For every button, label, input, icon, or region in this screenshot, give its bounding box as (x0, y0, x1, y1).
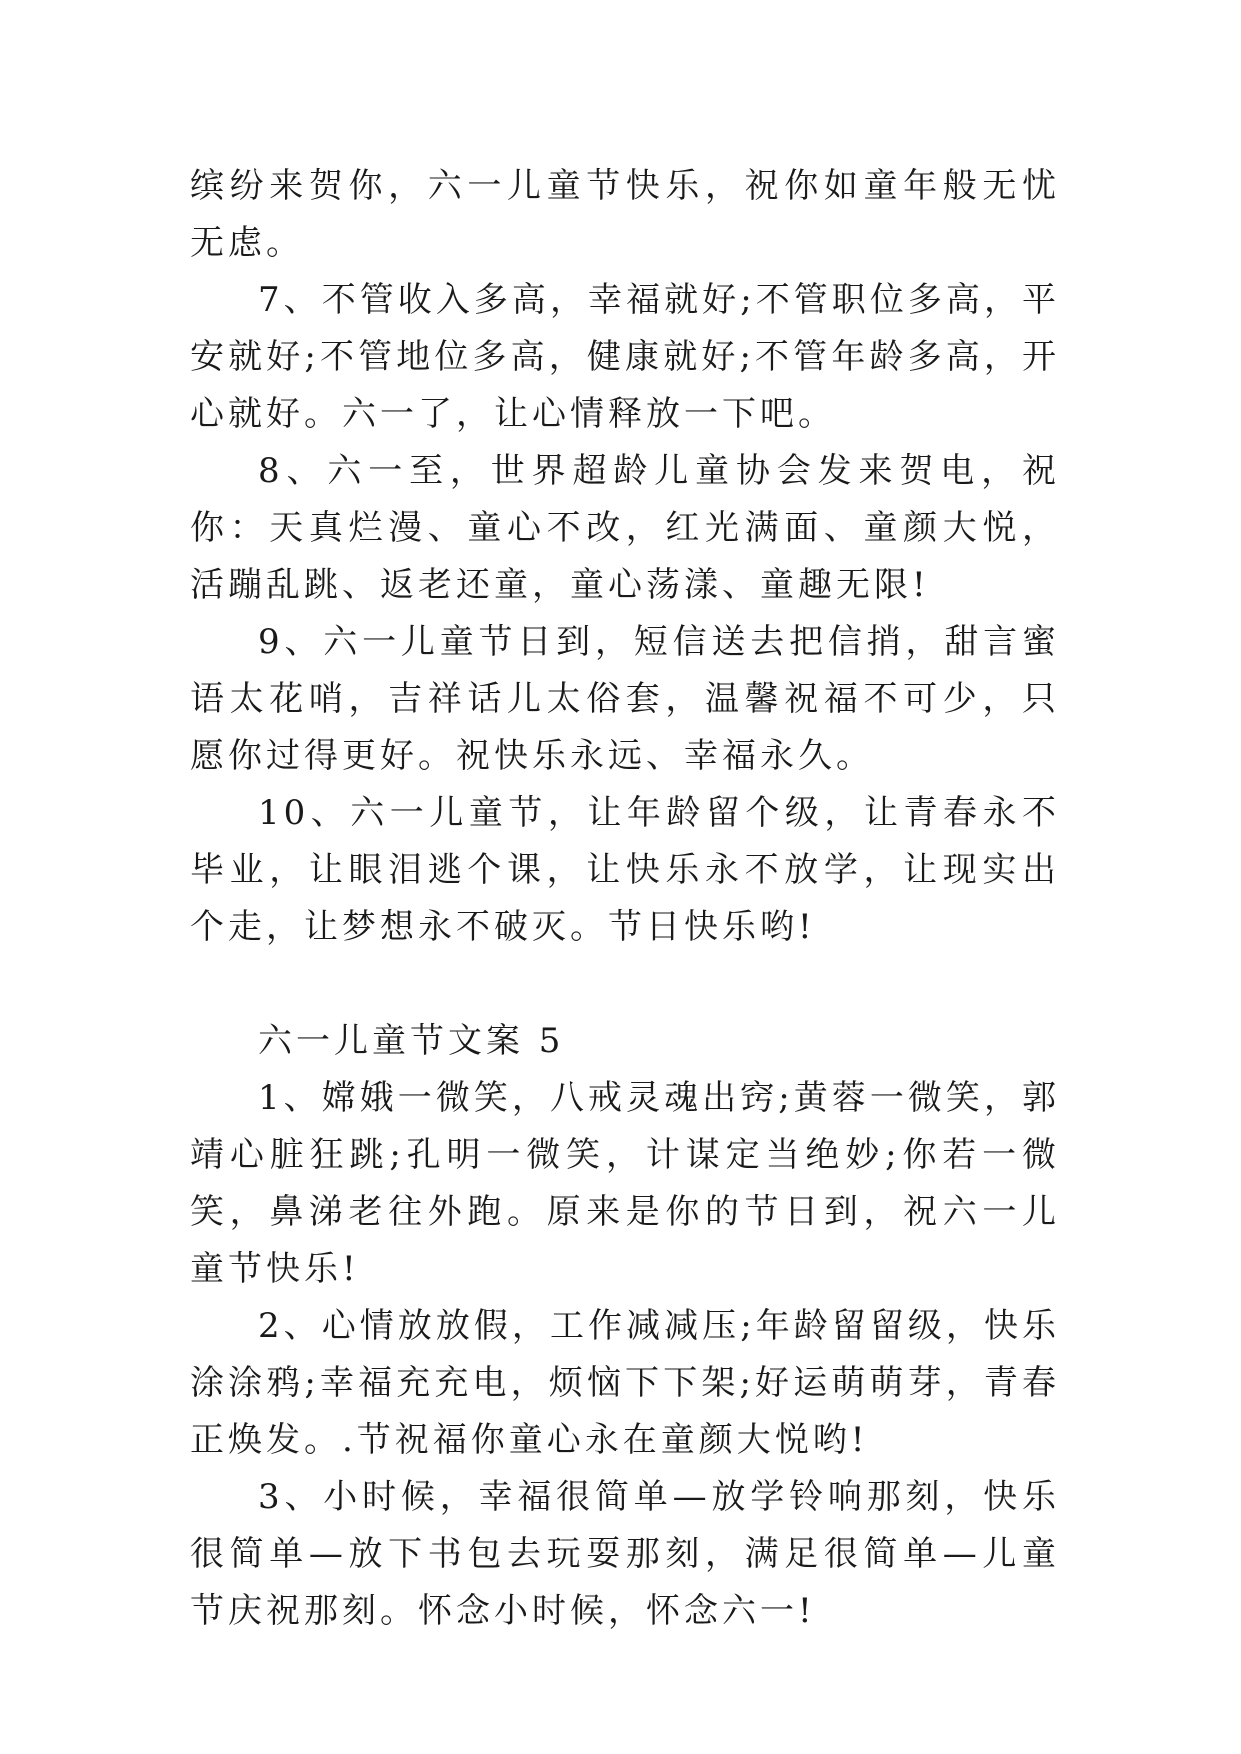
section-title: 六一儿童节文案 5 (258, 1021, 565, 1061)
paragraph-item-7: 7、不管收入多高，幸福就好;不管职位多高，平安就好;不管地位多高，健康就好;不管年龄多高，开心就好。六一了，让心情释放一下吧。 (190, 280, 1060, 434)
paragraph-item-9: 9、六一儿童节日到，短信送去把信捎，甜言蜜语太花哨，吉祥话儿太俗套，温馨祝福不可少，只愿你过得更好。祝快乐永远、幸福永久。 (190, 622, 1060, 776)
paragraph-item-1: 1、嫦娥一微笑，八戒灵魂出窍;黄蓉一微笑，郭靖心脏狂跳;孔明一微笑，计谋定当绝妙;你若一微笑，鼻涕老往外跑。原来是你的节日到，祝六一儿童节快乐! (190, 1078, 1060, 1289)
paragraph-item-8: 8、六一至，世界超龄儿童协会发来贺电，祝你：天真烂漫、童心不改，红光满面、童颜大悦，活蹦乱跳、返老还童，童心荡漾、童趣无限! (190, 451, 1060, 605)
document-body (190, 158, 1060, 1640)
paragraph-item-3: 3、小时候，幸福很简单—放学铃响那刻，快乐很简单—放下书包去玩耍那刻，满足很简单—儿童节庆祝那刻。怀念小时候，怀念六一! (190, 1477, 1060, 1631)
paragraph-item-2: 2、心情放放假，工作减减压;年龄留留级，快乐涂涂鸦;幸福充充电，烦恼下下架;好运萌萌芽，青春正焕发。.节祝福你童心永在童颜大悦哟! (190, 1306, 1060, 1460)
paragraph-item-10: 10、六一儿童节，让年龄留个级，让青春永不毕业，让眼泪逃个课，让快乐永不放学，让现实出个走，让梦想永不破灭。节日快乐哟! (190, 793, 1060, 947)
paragraph-continuation: 缤纷来贺你，六一儿童节快乐，祝你如童年般无忧无虑。 (190, 166, 1060, 263)
